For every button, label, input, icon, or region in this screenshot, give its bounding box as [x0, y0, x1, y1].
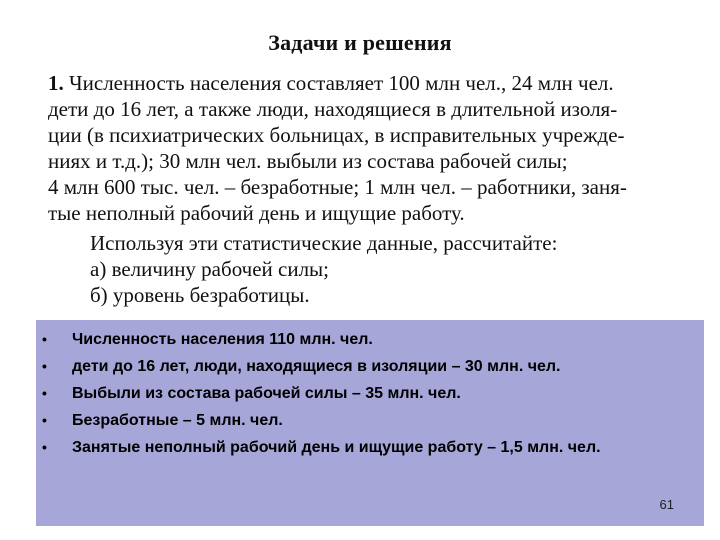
- bullet-icon: •: [42, 439, 47, 455]
- problem-line-4: ниях и т.д.); 30 млн чел. выбыли из состава рабочей силы;: [48, 149, 568, 173]
- task-b: б) уровень безработицы.: [90, 283, 310, 307]
- solution-item: [36, 407, 704, 434]
- bullet-icon: •: [42, 412, 47, 428]
- problem-line-2: дети до 16 лет, а также люди, находящиеся в длительной изоля-: [48, 97, 618, 121]
- problem-line-1: [48, 70, 688, 96]
- solution-item: [36, 353, 704, 380]
- solution-item-text: Выбыли из состава рабочей силы – 35 млн. чел.: [72, 385, 461, 402]
- solution-item: [36, 434, 704, 461]
- bullet-icon: •: [42, 385, 47, 401]
- task-intro: Используя эти статистические данные, рассчитайте:: [90, 231, 558, 255]
- solution-item: [36, 380, 704, 407]
- problem-line-3: ции (в психиатрических больницах, в исправительных учрежде-: [48, 123, 625, 147]
- task-a: а) величину рабочей силы;: [90, 257, 329, 281]
- problem-text-1: Численность населения составляет 100 млн чел., 24 млн чел.: [63, 71, 614, 95]
- problem-line-5: 4 млн 600 тыс. чел. – безработные; 1 млн чел. – работники, заня-: [48, 175, 627, 199]
- solution-item-text: Занятые неполный рабочий день и ищущие работу – 1,5 млн. чел.: [72, 439, 601, 456]
- problem-number: 1.: [48, 71, 64, 95]
- solution-item-text: Безработные – 5 млн. чел.: [72, 412, 283, 429]
- page-number: 61: [659, 497, 674, 512]
- bullet-icon: •: [42, 358, 47, 374]
- bullet-icon: •: [42, 331, 47, 347]
- solution-item: [36, 326, 704, 353]
- page-title: Задачи и решения: [268, 30, 452, 55]
- problem-line-6: тые неполный рабочий день и ищущие работу.: [48, 201, 465, 225]
- solution-list: [36, 326, 704, 461]
- solution-panel: [36, 320, 704, 526]
- solution-item-text: дети до 16 лет, люди, находящиеся в изоляции – 30 млн. чел.: [72, 358, 561, 375]
- solution-item-text: Численность населения 110 млн. чел.: [72, 331, 373, 348]
